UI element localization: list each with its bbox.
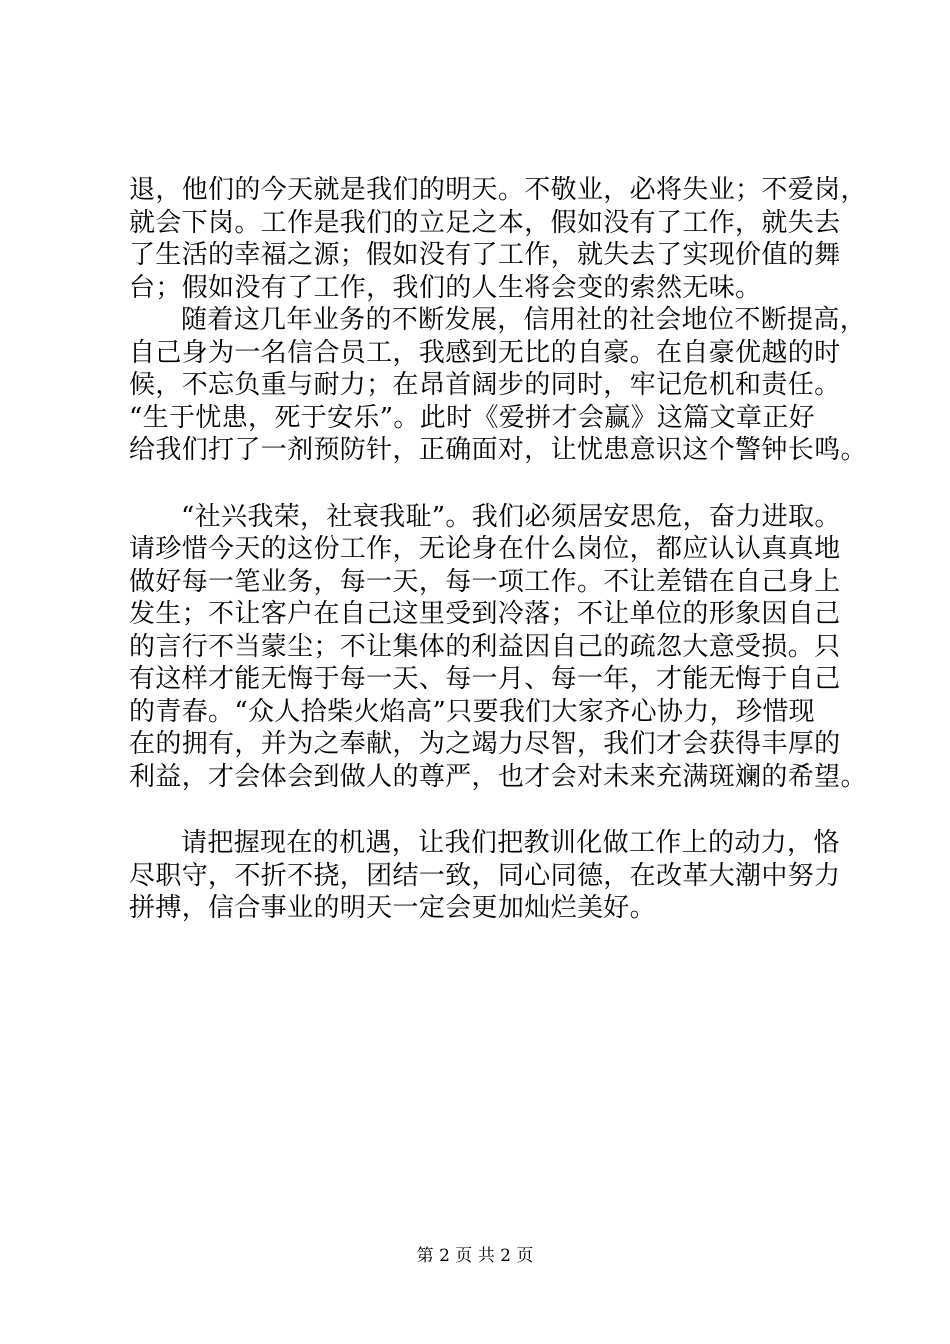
text-line: 自己身为一名信合员工，我感到无比的自豪。在自豪优越的时 xyxy=(129,337,841,368)
text-line: 拼搏，信合事业的明天一定会更加灿烂美好。 xyxy=(129,893,657,923)
paragraph-development xyxy=(129,304,867,467)
text-line: 在的拥有，并为之奉献，为之竭力尽智，我们才会获得丰厚的 xyxy=(129,729,841,759)
paragraph-conclusion xyxy=(129,827,849,925)
page-number-footer: 第 2 页 共 2 页 xyxy=(416,1246,534,1266)
text-line: “生于忧患，死于安乐”。此时《爱拼才会赢》这篇文章正好 xyxy=(129,402,816,433)
text-line: 请珍惜今天的这份工作，无论身在什么岗位，都应认认真真地 xyxy=(129,534,841,564)
text-line: 给我们打了一剂预防针，正确面对，让忧患意识这个警钟长鸣。 xyxy=(129,435,867,465)
paragraph-spacer xyxy=(129,793,849,827)
text-line: 的青春。“众人拾柴火焰高”只要我们大家齐心协力，珍惜现 xyxy=(129,696,816,727)
text-line: 台；假如没有了工作，我们的人生将会变的索然无味。 xyxy=(129,272,762,303)
text-line: 尽职守，不折不挠，团结一致，同心同德，在改革大潮中努力 xyxy=(129,860,841,891)
text-line: 就会下岗。工作是我们的立足之本，假如没有了工作，就失去 xyxy=(129,207,841,238)
text-line: 发生；不让客户在自己这里受到冷落；不让单位的形象因自己 xyxy=(129,599,841,629)
paragraph-spacer xyxy=(129,467,849,501)
text-line: 了生活的幸福之源；假如没有了工作，就失去了实现价值的舞 xyxy=(129,240,841,270)
text-line: “社兴我荣，社衰我耻”。我们必须居安思危，奋力进取。 xyxy=(181,501,841,532)
text-line: 的言行不当蒙尘；不让集体的利益因自己的疏忽大意受损。只 xyxy=(129,631,841,662)
text-line: 候，不忘负重与耐力；在昂首阔步的同时，牢记危机和责任。 xyxy=(129,370,841,400)
text-line: 退，他们的今天就是我们的明天。不敬业，必将失业；不爱岗， xyxy=(129,175,867,205)
paragraph-cherish-work xyxy=(129,501,867,794)
text-line: 随着这几年业务的不断发展，信用社的社会地位不断提高， xyxy=(181,305,867,335)
text-line: 请把握现在的机遇，让我们把教训化做工作上的动力，恪 xyxy=(181,828,840,858)
document-body xyxy=(129,174,867,925)
text-line: 有这样才能无悔于每一天、每一月、每一年，才能无悔于自己 xyxy=(129,664,841,694)
text-line: 利益，才会体会到做人的尊严，也才会对未来充满斑斓的希望。 xyxy=(129,761,867,792)
paragraph-continuation xyxy=(129,174,867,304)
text-line: 做好每一笔业务，每一天，每一项工作。不让差错在自己身上 xyxy=(129,566,841,597)
